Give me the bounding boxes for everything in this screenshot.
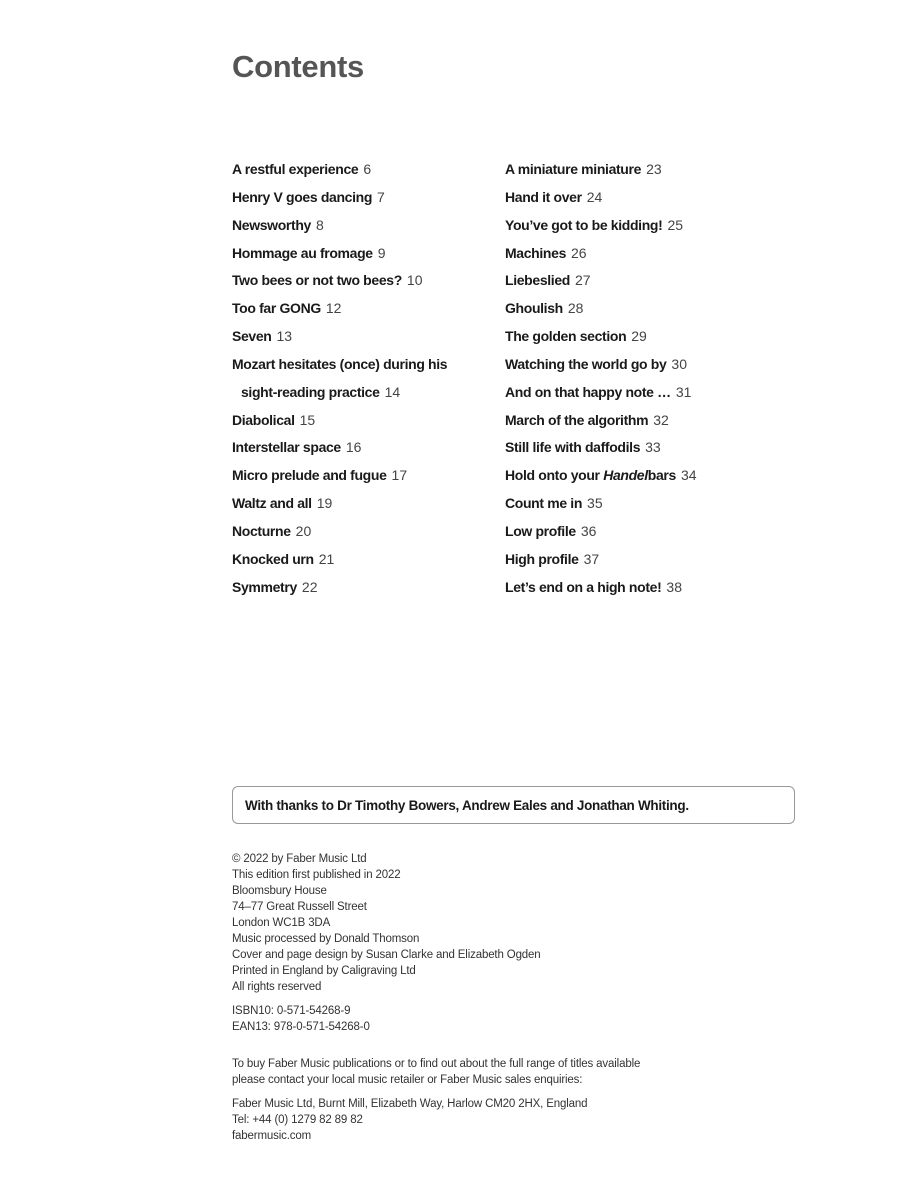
toc-page-number: 36	[580, 522, 597, 539]
toc-entry[interactable]	[232, 407, 494, 435]
toc-title: Symmetry	[232, 578, 297, 595]
toc-page-number: 37	[583, 550, 600, 567]
toc-entry[interactable]	[505, 240, 805, 268]
purchase-line: please contact your local music retailer or Faber Music sales enquiries:	[232, 1074, 583, 1086]
toc-entry[interactable]	[232, 184, 494, 212]
contact-info	[232, 1096, 792, 1144]
toc-title: Let’s end on a high note!	[505, 578, 662, 595]
toc-title-line-1: Mozart hesitates (once) during his	[232, 355, 448, 372]
toc-title-suffix: bars	[647, 467, 676, 484]
toc-entry[interactable]	[505, 156, 805, 184]
toc-title: Micro prelude and fugue	[232, 467, 387, 484]
rights-line: All rights reserved	[232, 981, 322, 993]
contact-address: Faber Music Ltd, Burnt Mill, Elizabeth Way, Harlow CM20 2HX, England	[232, 1098, 588, 1110]
purchase-line: To buy Faber Music publications or to find out about the full range of titles available	[232, 1058, 641, 1070]
acknowledgements-text: With thanks to Dr Timothy Bowers, Andrew Eales and Jonathan Whiting.	[245, 797, 689, 813]
toc-title: Still life with daffodils	[505, 439, 641, 456]
toc-entry[interactable]	[505, 323, 805, 351]
toc-page-number: 28	[567, 300, 584, 317]
toc-title: Henry V goes dancing	[232, 188, 373, 205]
isbn-block	[232, 1003, 792, 1035]
publisher-imprint	[232, 851, 792, 995]
toc-page-number: 21	[318, 550, 335, 567]
toc-page-number: 38	[666, 578, 682, 595]
toc-title: Machines	[505, 244, 566, 261]
toc-title: Interstellar space	[232, 439, 341, 456]
toc-page-number: 33	[645, 439, 661, 456]
credit-line: Music processed by Donald Thomson	[232, 933, 420, 945]
toc-title-italic: Handel	[603, 467, 648, 484]
toc-page-number: 6	[363, 161, 372, 177]
credit-line: Printed in England by Caligraving Ltd	[232, 965, 416, 977]
toc-entry[interactable]	[505, 546, 805, 574]
toc-page-number: 23	[646, 161, 662, 177]
toc-entry[interactable]	[505, 212, 805, 240]
toc-page-number: 24	[586, 188, 603, 205]
ean13-line: EAN13: 978-0-571-54268-0	[232, 1021, 370, 1033]
address-line: 74–77 Great Russell Street	[232, 901, 367, 913]
toc-title: Hommage au fromage	[232, 244, 373, 261]
toc-entry[interactable]	[232, 462, 494, 490]
toc-page-number: 10	[406, 272, 423, 289]
edition-line: This edition first published in 2022	[232, 869, 401, 881]
credit-line: Cover and page design by Susan Clarke and Elizabeth Ogden	[232, 949, 541, 961]
toc-page-number: 8	[315, 216, 324, 233]
toc-entry[interactable]	[505, 184, 805, 212]
toc-entry[interactable]	[505, 379, 805, 407]
toc-entry[interactable]	[505, 574, 805, 602]
toc-title: Low profile	[505, 522, 576, 539]
purchase-info	[232, 1056, 792, 1088]
toc-title-line-2: sight-reading practice	[241, 383, 380, 400]
toc-page-number: 7	[377, 188, 385, 205]
toc-title: Knocked urn	[232, 550, 314, 567]
toc-page-number: 13	[276, 328, 293, 345]
toc-page-number: 15	[299, 411, 316, 428]
page-title: Contents	[232, 49, 364, 84]
toc-title: Too far GONG	[232, 300, 321, 317]
toc-title: Two bees or not two bees?	[232, 272, 402, 289]
toc-title: The golden section	[505, 328, 627, 345]
isbn10-line: ISBN10: 0-571-54268-9	[232, 1005, 351, 1017]
toc-entry[interactable]	[232, 212, 494, 240]
toc-title: March of the algorithm	[505, 411, 649, 428]
toc-page-number: 34	[680, 467, 697, 484]
toc-entry[interactable]	[232, 518, 494, 546]
toc-page-number: 20	[295, 522, 312, 539]
toc-entry[interactable]	[505, 434, 805, 462]
toc-page-number: 14	[384, 383, 401, 400]
toc-title: Liebeslied	[505, 272, 570, 289]
toc-entry[interactable]	[232, 434, 494, 462]
toc-entry[interactable]	[232, 156, 494, 184]
toc-right-column	[505, 156, 805, 602]
toc-entry[interactable]	[232, 267, 494, 295]
toc-entry[interactable]	[505, 462, 805, 490]
toc-entry[interactable]	[232, 295, 494, 323]
toc-title: Diabolical	[232, 411, 295, 428]
toc-title: Waltz and all	[232, 495, 312, 512]
toc-title	[505, 467, 676, 483]
toc-page-number: 30	[671, 355, 687, 372]
toc-page-number: 29	[631, 328, 647, 345]
toc-title: A miniature miniature	[505, 161, 642, 177]
toc-title-prefix: Hold onto your	[505, 467, 604, 484]
address-line: Bloomsbury House	[232, 885, 327, 897]
toc-entry[interactable]	[505, 295, 805, 323]
toc-page-number: 16	[345, 439, 362, 456]
toc-title: Watching the world go by	[505, 355, 667, 372]
toc-title: Ghoulish	[505, 300, 563, 317]
copyright-line: © 2022 by Faber Music Ltd	[232, 853, 367, 865]
toc-page-number: 27	[574, 272, 591, 289]
toc-title: And on that happy note …	[505, 383, 671, 400]
toc-page-number: 31	[675, 383, 692, 400]
toc-page-number: 26	[571, 244, 587, 261]
toc-title: High profile	[505, 550, 579, 567]
toc-page-number: 9	[377, 244, 386, 261]
toc-entry[interactable]	[505, 490, 805, 518]
toc-entry[interactable]	[505, 351, 805, 379]
toc-entry[interactable]	[232, 323, 494, 351]
toc-page-number: 17	[391, 467, 408, 484]
toc-page-number: 12	[325, 300, 342, 317]
toc-entry[interactable]	[232, 351, 494, 407]
toc-page-number: 19	[316, 495, 333, 512]
toc-title: Hand it over	[505, 188, 582, 205]
toc-left-column	[232, 156, 494, 602]
toc-page-number: 32	[653, 411, 669, 428]
toc-entry[interactable]	[232, 490, 494, 518]
toc-title: Newsworthy	[232, 216, 311, 233]
toc-page-number: 25	[667, 216, 684, 233]
toc-entry[interactable]	[232, 546, 494, 574]
toc-title: Nocturne	[232, 522, 291, 539]
toc-entry[interactable]	[505, 407, 805, 435]
toc-title: A restful experience	[232, 161, 359, 177]
toc-entry[interactable]	[232, 240, 494, 268]
toc-page-number: 22	[301, 578, 318, 595]
contact-phone: Tel: +44 (0) 1279 82 89 82	[232, 1114, 363, 1126]
contact-website[interactable]: fabermusic.com	[232, 1130, 312, 1142]
toc-title: You’ve got to be kidding!	[505, 216, 663, 233]
toc-entry[interactable]	[232, 574, 494, 602]
toc-entry[interactable]	[505, 518, 805, 546]
acknowledgements-box	[232, 786, 795, 824]
toc-title: Seven	[232, 328, 272, 345]
toc-page-number: 35	[587, 495, 603, 512]
toc-entry[interactable]	[505, 267, 805, 295]
address-line: London WC1B 3DA	[232, 917, 331, 929]
toc-title: Count me in	[505, 495, 583, 512]
